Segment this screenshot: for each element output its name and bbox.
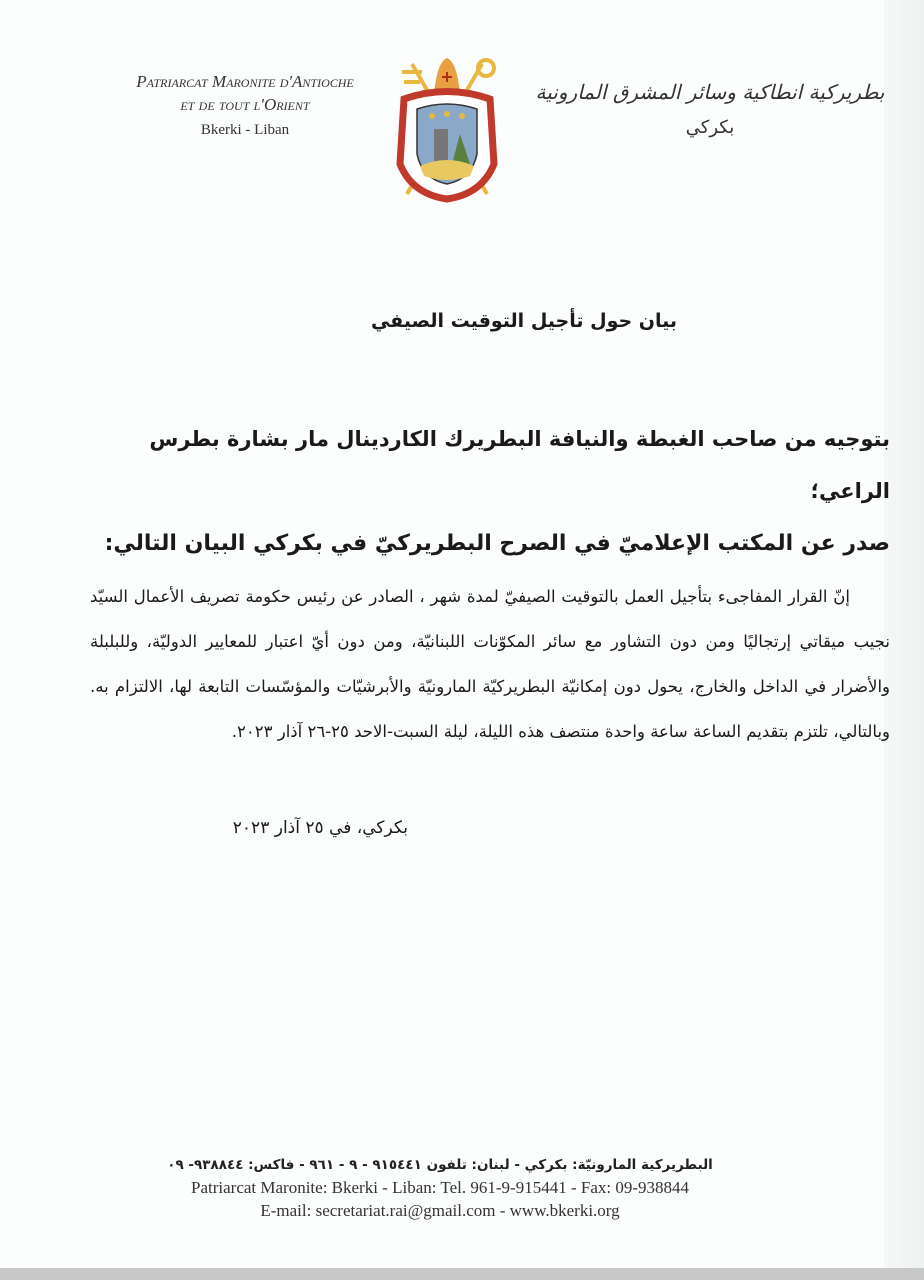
statement-content	[90, 306, 890, 842]
statement-body: إنّ القرار المفاجىء بتأجيل العمل بالتوقيت الصيفيّ لمدة شهر ، الصادر عن رئيس حكومة تصريف الأعمال السيّد نجيب ميقاتي إرتجاليًا ومن دون التشاور مع سائر المكوّنات اللبنانيّة، ومن دون أيّ اعتبار للمعايير الدوليّة، وللبلبلة والأضرار في الداخل والخارج، يحول دون إمكانيّة البطريركيّة المارونيّة والأبرشيّات والمؤسّسات التابعة لها، الالتزام به. وبالتالي، تلتزم بتقديم الساعة ساعة واحدة منتصف هذه الليلة، ليلة السبت-الاحد ٢٥-٢٦ آذار ٢٠٢٣.	[90, 587, 890, 741]
document-title: بيان حول تأجيل التوقيت الصيفي	[370, 310, 678, 332]
letterhead-french-line1: Patriarcat Maronite d'Antioche	[136, 72, 354, 91]
letterhead-arabic-line2: بكركي	[685, 117, 735, 138]
footer-email-website: E-mail: secretariat.rai@gmail.com - www.bkerki.org	[260, 1201, 620, 1220]
document-date: بكركي، في ٢٥ آذار ٢٠٢٣	[232, 818, 408, 838]
footer	[60, 1154, 820, 1222]
letterhead-arabic-line1: بطريركية انطاكية وسائر المشرق المارونية	[535, 80, 885, 104]
patriarchal-seal-logo	[382, 54, 512, 204]
issued-by-line: صدر عن المكتب الإعلاميّ في الصرح البطريركيّ في بكركي البيان التالي:	[104, 531, 890, 556]
letterhead-arabic	[530, 76, 890, 142]
letterhead-french-line2: et de tout l'Orient	[180, 95, 310, 114]
page-edge-shadow	[884, 0, 924, 1270]
scan-bottom-border	[0, 1268, 924, 1280]
footer-contact: Patriarcat Maronite: Bkerki - Liban: Tel. 961-9-915441 - Fax: 09-938844	[191, 1178, 689, 1197]
letterhead-location: Bkerki - Liban	[200, 122, 290, 138]
directive-line: بتوجيه من صاحب الغبطة والنيافة البطريرك الكاردينال مار بشارة بطرس	[149, 427, 890, 451]
directive-line-continued: الراعي؛	[810, 479, 890, 503]
footer-arabic-contact: البطريركية المارونيّة: بكركي - لبنان: تلفون ٩١٥٤٤١ - ٩ - ٩٦١ - فاكس: ٩٣٨٨٤٤- ٠٩	[167, 1157, 713, 1173]
